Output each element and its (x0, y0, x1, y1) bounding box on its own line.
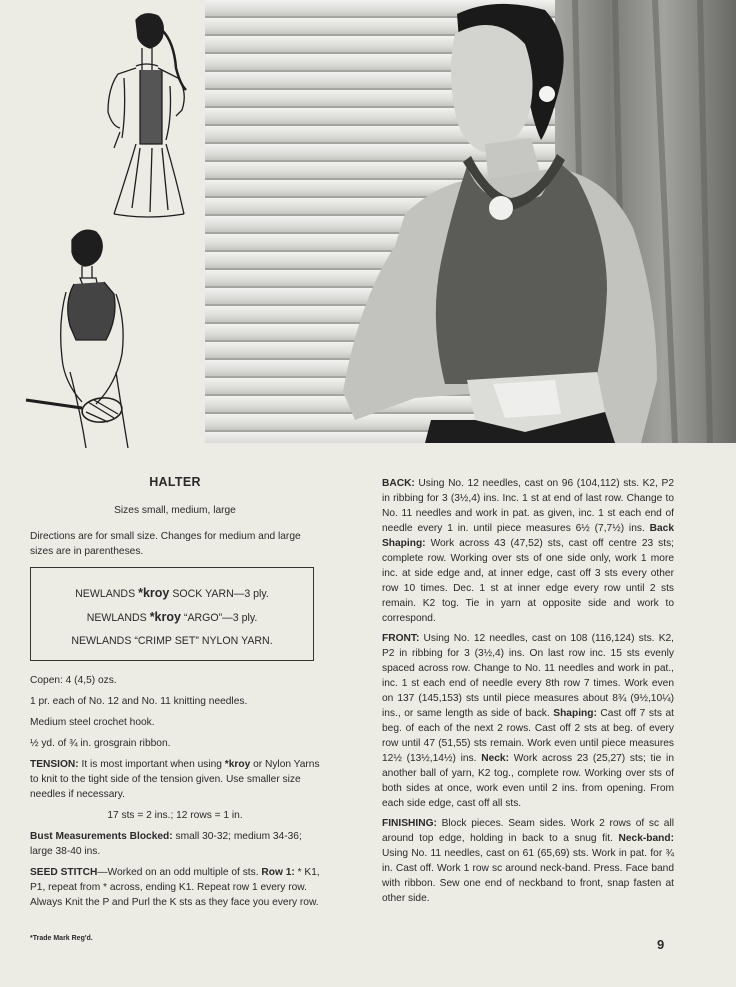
yarn-box (30, 567, 314, 661)
kroy-brand: *kroy (224, 759, 251, 770)
front-shaping-label: Shaping: (553, 708, 597, 719)
seed-stitch-text-1: —Worked on an odd multiple of sts. (97, 867, 262, 878)
materials-hook: Medium steel crochet hook. (30, 717, 155, 728)
back-shaping-label: Back Shaping: (382, 523, 674, 549)
tension-text-2: or Nylon Yarns to knit to the tight side of the tension given. Use smaller size needles if necessary. (30, 759, 320, 800)
materials-ribbon: ½ yd. of ¾ in. grosgrain ribbon. (30, 738, 171, 749)
kroy-brand: *kroy (138, 586, 170, 600)
neckband-label: Neck-band: (618, 833, 674, 844)
pattern-sizes: Sizes small, medium, large (114, 505, 236, 516)
row-1-label: Row 1: (261, 867, 295, 878)
left-column (30, 475, 320, 916)
trademark-footnote: *Trade Mark Reg'd. (30, 935, 93, 942)
finishing-label: FINISHING: (382, 818, 437, 829)
finishing-paragraph (382, 816, 674, 906)
directions-paragraph: Directions are for small size. Changes for medium and large sizes are in parentheses. (30, 531, 301, 557)
yarn-line-1 (35, 582, 309, 606)
yarn-line-2-prefix: NEWLANDS (86, 612, 150, 624)
yarn-line-2-suffix: “ARGO”—3 ply. (180, 612, 258, 624)
back-paragraph (382, 476, 674, 626)
yarn-line-1-prefix: NEWLANDS (75, 588, 139, 600)
bust-label: Bust Measurements Blocked: (30, 831, 173, 842)
kroy-brand: *kroy (149, 610, 181, 624)
yarn-line-1-suffix: SOCK YARN—3 ply. (169, 588, 269, 600)
front-text-1: Using No. 12 needles, cast on 108 (116,124) sts. K2, P2 in ribbing for 3 (3½,4) ins. On last row inc. 15 sts evenly spaced across row. Change to No. 11 needles and work in pat., inc. 1 st each end of needle every 8th row 7 times. Work even on 137 (145,153) sts until piece measures about 8¾ (9½,10¼) ins., or same length as side of back. (382, 633, 674, 719)
seed-stitch-label: SEED STITCH (30, 867, 98, 878)
seed-stitch-text-2: * K1, P1, repeat from * across, ending K1. Repeat row 1 every row. Always Knit the P and Purl the K sts as they face you every row. (30, 867, 320, 908)
halter-tennis-sketch (24, 222, 136, 450)
front-label: FRONT: (382, 633, 420, 644)
bust-paragraph (30, 829, 320, 859)
page-number: 9 (657, 937, 665, 952)
yarn-line-2 (35, 606, 309, 630)
pattern-title: HALTER (149, 475, 201, 489)
materials-needles: 1 pr. each of No. 12 and No. 11 knitting needles. (30, 696, 248, 707)
front-text-3: Work across 23 (25,27) sts; tie in another ball of yarn, K2 tog., complete row. Working over sts of both sides at once, work even until 2 ins. from opening. From each side edge, cast off all sts. (382, 753, 674, 809)
front-text-2: Cast off 7 sts at beg. of each of the next 2 rows. Cast off 2 sts at beg. of every row until 47 (51,55) sts remain. Work even until piece measures 12½ (13½,14½) ins. (382, 708, 674, 764)
yarn-line-3: NEWLANDS “CRIMP SET” NYLON YARN. (71, 635, 273, 647)
model-photo (205, 0, 736, 443)
back-text-2: Work across 43 (47,52) sts, cast off centre 23 sts; complete row. Working over sts of one side only, work 1 more inc. at side edge and, at inner edge, cast off 3 sts every other row 10 times. Dec. 1 st at inner edge every row until 2 sts remain. K2 tog. Tie in yarn at opposite side and work to correspond. (382, 538, 674, 624)
tension-text-1: It is most important when using (78, 759, 225, 770)
bolero-jacket-sketch (96, 8, 196, 220)
seed-stitch-paragraph (30, 865, 320, 910)
tension-gauge: 17 sts = 2 ins.; 12 rows = 1 in. (107, 810, 243, 821)
neck-label: Neck: (481, 753, 509, 764)
materials-copen: Copen: 4 (4,5) ozs. (30, 675, 117, 686)
tension-paragraph (30, 757, 320, 802)
finishing-text-2: Using No. 11 needles, cast on 61 (65,69) sts. Work in pat. for ¾ in. Cast off. Work 1 row sc around neck-band. Press. Face band with ribbon. Sew one end of neckband to front, snap fasten at other side. (382, 848, 674, 904)
right-column (382, 476, 674, 911)
back-label: BACK: (382, 478, 415, 489)
front-paragraph (382, 631, 674, 811)
back-text-1: Using No. 12 needles, cast on 96 (104,112) sts. K2, P2 in ribbing for 3 (3½,4) ins. Inc. 1 st at end of last row. Change to No. 11 needles and work in pat. as given, inc. 1 st each end of needle every 1 in. until piece measures 6½ (7,7½) ins. (382, 478, 674, 534)
tension-label: TENSION: (30, 759, 79, 770)
bust-text: small 30-32; medium 34-36; large 38-40 ins. (30, 831, 302, 857)
finishing-text-1: Block pieces. Seam sides. Work 2 rows of sc all around top edge, holding in back to a snug fit. (382, 818, 674, 844)
